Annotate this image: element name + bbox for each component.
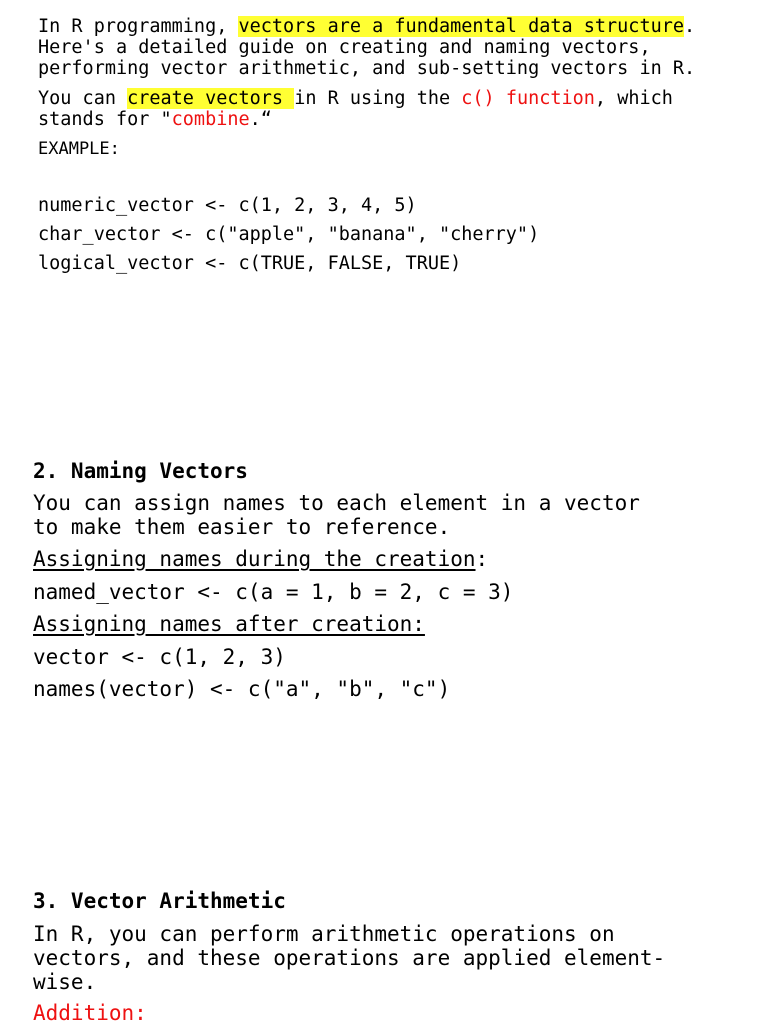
create-line2-end: .“ [249,109,272,130]
during-creation-label: Assigning names during the creation [33,547,476,571]
code-logical-vector: logical_vector <- c(TRUE, FALSE, TRUE) [38,253,462,274]
arith-desc-line2: vectors, and these operations are applied element- [33,946,666,970]
arith-desc-line1: In R, you can perform arithmetic operations on [33,922,615,946]
intro-period: . [684,16,696,37]
create-paragraph [38,88,673,130]
code-vector: vector <- c(1, 2, 3) [33,645,286,669]
during-colon: : [475,547,489,571]
highlight-create-vectors: create vectors [127,88,295,109]
create-text-mid: in R using the [294,88,462,109]
code-names-vector: names(vector) <- c("a", "b", "c") [33,677,451,701]
after-creation-label: Assigning names after creation: [33,612,425,636]
example-label: EXAMPLE: [38,139,120,159]
arithmetic-description [33,922,665,994]
combine-term: combine [171,109,250,130]
naming-heading: 2. Naming Vectors [33,459,248,483]
naming-desc-line2: to make them easier to reference. [33,515,451,539]
c-function-term: c() function [461,88,595,109]
naming-desc-line1: You can assign names to each element in a vector [33,491,640,515]
highlight-fundamental: vectors are a fundamental data structure [238,16,685,37]
intro-line-2: Here's a detailed guide on creating and naming vectors, [38,37,651,58]
addition-label: Addition: [33,1001,147,1025]
code-char-vector: char_vector <- c("apple", "banana", "cherry") [38,224,540,245]
create-line2: stands for " [38,109,172,130]
code-named-vector: named_vector <- c(a = 1, b = 2, c = 3) [33,580,514,604]
code-numeric-vector: numeric_vector <- c(1, 2, 3, 4, 5) [38,195,417,216]
arithmetic-heading: 3. Vector Arithmetic [33,889,286,913]
during-creation-row [33,547,488,571]
arith-desc-line3: wise. [33,970,97,994]
intro-text: In R programming, [38,16,239,37]
create-text-post: , which [594,88,673,109]
naming-description [33,491,640,539]
intro-paragraph [38,16,695,79]
intro-line-3: performing vector arithmetic, and sub-setting vectors in R. [38,58,696,79]
create-text: You can [38,88,128,109]
